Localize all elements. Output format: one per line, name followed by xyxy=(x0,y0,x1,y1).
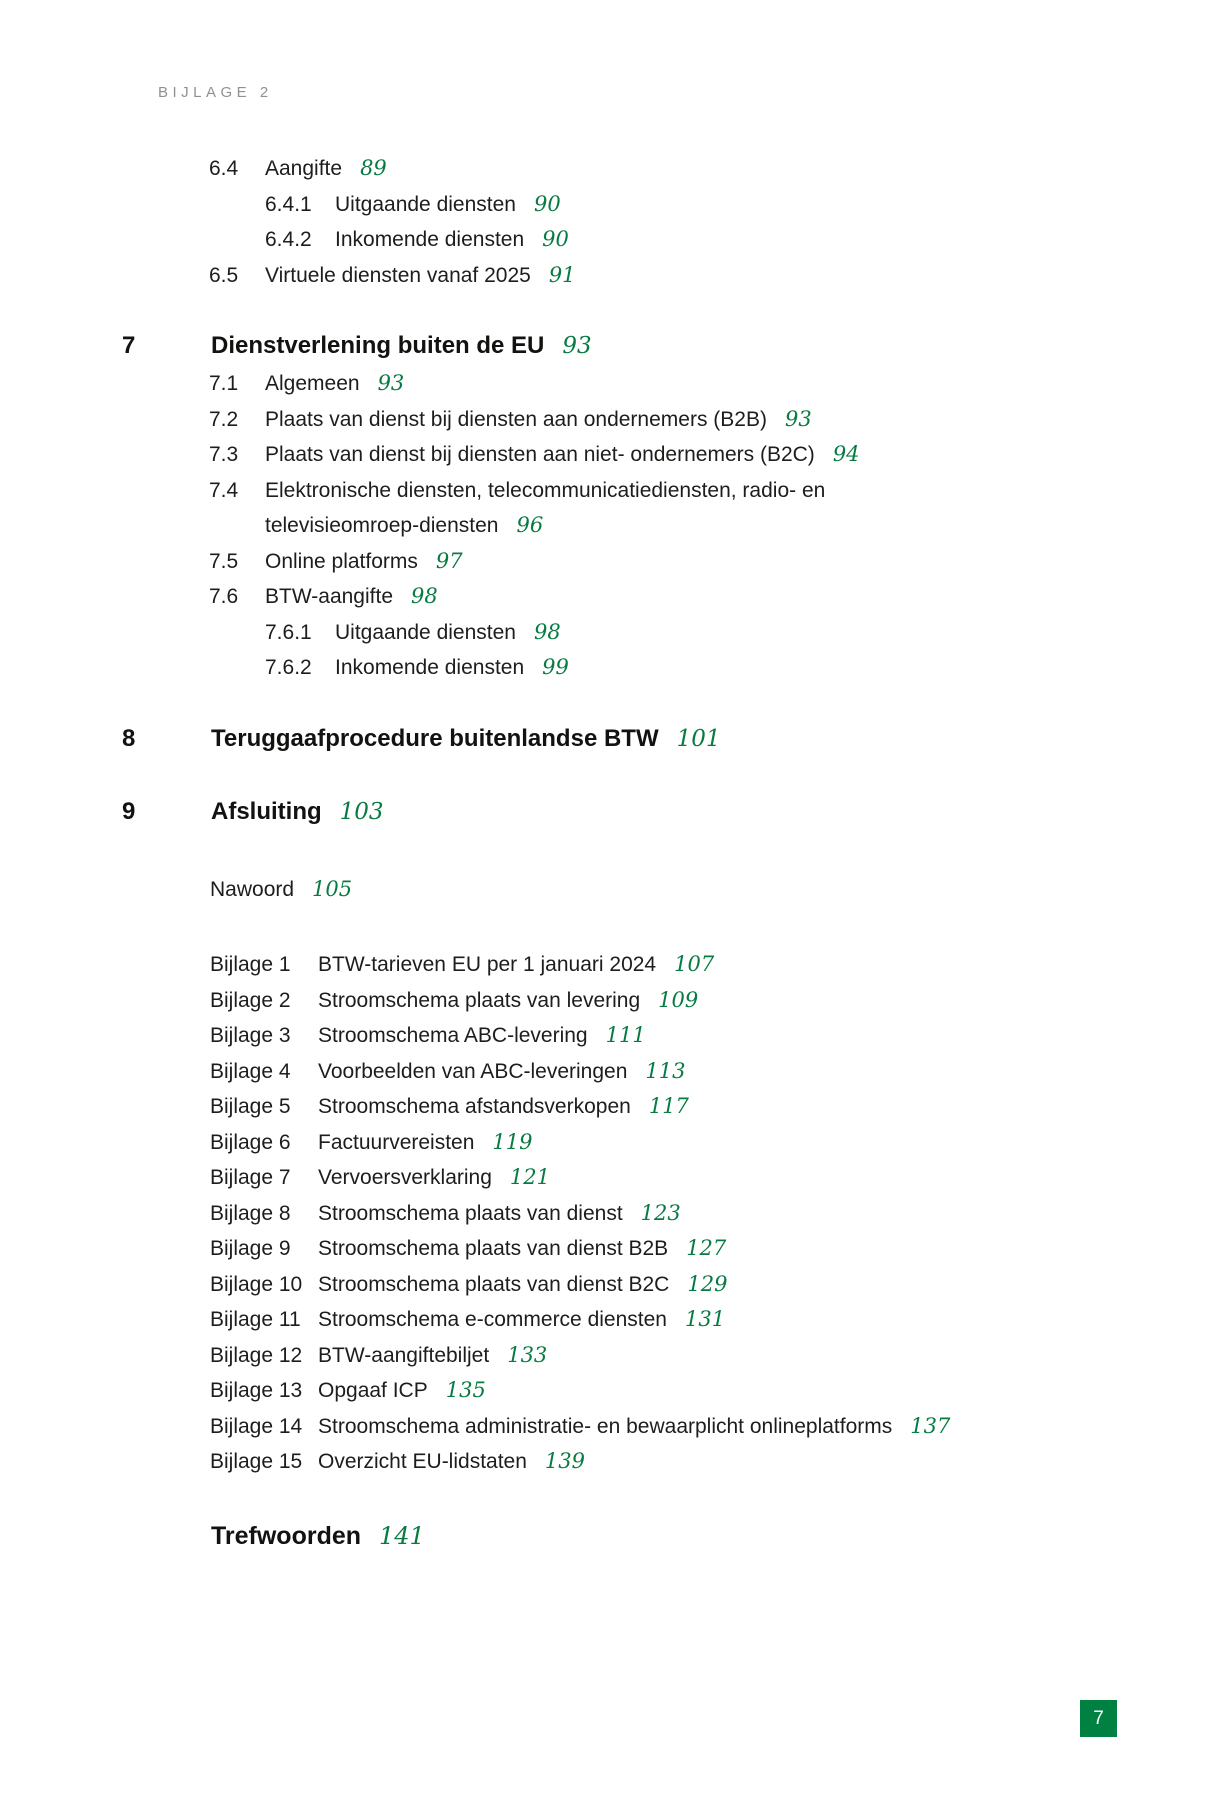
toc-entry-page: 107 xyxy=(674,952,715,976)
toc-entry-title: Stroomschema plaats van dienst xyxy=(318,1201,623,1225)
toc-entry-number: Bijlage 1 xyxy=(210,953,291,976)
toc-entry[interactable] xyxy=(0,1160,1145,1196)
toc-entry-page: 133 xyxy=(507,1342,548,1367)
toc-entry-title: Plaats van dienst bij diensten aan niet- ondernemers (B2C) xyxy=(265,443,815,466)
toc-entry-page: 93 xyxy=(562,333,592,359)
toc-entry-page: 131 xyxy=(684,1307,726,1331)
toc-entry-title: Voorbeelden van ABC-leveringen xyxy=(318,1059,628,1083)
toc-entry[interactable] xyxy=(0,437,1145,473)
page-number: 7 xyxy=(1093,1707,1104,1729)
toc-entry[interactable] xyxy=(0,1516,1145,1556)
toc-entry[interactable] xyxy=(0,1018,1145,1054)
toc-entry[interactable] xyxy=(0,872,1145,908)
toc-entry-number: Bijlage 10 xyxy=(210,1272,303,1296)
toc-entry-title: Stroomschema plaats van dienst B2C xyxy=(318,1272,670,1296)
toc-entry-title: BTW-tarieven EU per 1 januari 2024 xyxy=(318,953,657,976)
toc-entry[interactable] xyxy=(0,258,1145,294)
toc-entry-title: Stroomschema plaats van levering xyxy=(318,988,641,1012)
toc-entry-title: Stroomschema afstandsverkopen xyxy=(318,1095,631,1118)
toc-entry-number: Bijlage 4 xyxy=(210,1059,291,1083)
toc-entry-page: 98 xyxy=(533,619,561,644)
toc-entry-number: 8 xyxy=(122,724,136,752)
toc-entry[interactable] xyxy=(0,650,1145,686)
toc-entry-title: Elektronische diensten, telecommunicatiediensten, radio- en televisieomroep-diensten xyxy=(265,478,826,537)
toc-entry[interactable] xyxy=(0,579,1145,615)
toc-entry-page: 113 xyxy=(645,1058,686,1083)
toc-entry-title: Teruggaafprocedure buitenlandse BTW xyxy=(211,724,659,752)
toc-entry-page: 90 xyxy=(533,191,561,216)
toc-entry-page: 93 xyxy=(377,371,405,395)
toc-entry-title: Uitgaande diensten xyxy=(335,620,516,644)
toc-entry-title: Afsluiting xyxy=(211,797,322,825)
toc-entry-number: 6.4 xyxy=(209,157,239,180)
toc-entry[interactable] xyxy=(0,1125,1145,1161)
toc-entry-page: 117 xyxy=(648,1094,689,1118)
toc-entry-number: Bijlage 3 xyxy=(210,1024,291,1047)
toc-entry-number: 7.6.2 xyxy=(265,656,312,679)
toc-entry[interactable] xyxy=(0,1089,1145,1125)
toc-entry-number: 7.6.1 xyxy=(265,620,312,644)
toc-entry-number: Bijlage 15 xyxy=(210,1450,303,1473)
toc-entry[interactable] xyxy=(0,1231,1145,1267)
toc-entry-title: BTW-aangifte xyxy=(265,585,393,608)
toc-entry-page: 135 xyxy=(445,1378,486,1402)
toc-entry-page: 90 xyxy=(542,227,569,251)
toc-entry[interactable] xyxy=(0,1444,1145,1480)
toc-entry-page: 101 xyxy=(676,725,721,752)
toc-entry-title: Stroomschema administratie- en bewaarplicht onlineplatforms xyxy=(318,1414,893,1438)
toc-entry[interactable] xyxy=(0,1302,1145,1338)
toc-entry-page: 99 xyxy=(542,655,569,679)
toc-entry[interactable] xyxy=(0,326,1145,366)
toc-entry[interactable] xyxy=(0,719,1145,759)
toc-entry-page: 111 xyxy=(605,1023,646,1047)
toc-entry-title: BTW-aangiftebiljet xyxy=(318,1343,490,1367)
toc-entry-page: 119 xyxy=(492,1129,533,1154)
page-number-badge xyxy=(1080,1700,1117,1737)
toc-entry[interactable] xyxy=(0,1373,1145,1409)
toc-entry[interactable] xyxy=(0,1409,1145,1445)
toc-entry-title: Stroomschema e-commerce diensten xyxy=(318,1308,667,1331)
toc-entry-title: Dienstverlening buiten de EU xyxy=(211,332,545,359)
toc-entry-number: 6.5 xyxy=(209,263,239,287)
table-of-contents xyxy=(0,151,1145,1556)
toc-entry-number: Bijlage 14 xyxy=(210,1414,303,1438)
toc-entry-number: Bijlage 9 xyxy=(210,1237,291,1260)
toc-entry[interactable] xyxy=(0,222,1145,258)
toc-entry-number: 7 xyxy=(122,332,136,359)
toc-entry-number: Bijlage 7 xyxy=(210,1166,291,1189)
toc-entry-page: 97 xyxy=(435,548,463,573)
running-head: BIJLAGE 2 xyxy=(158,84,273,101)
toc-entry-title: Opgaaf ICP xyxy=(318,1379,428,1402)
toc-entry-page: 94 xyxy=(832,442,860,466)
toc-entry-title: Inkomende diensten xyxy=(335,656,525,679)
toc-entry[interactable] xyxy=(0,402,1145,438)
toc-entry[interactable] xyxy=(0,1196,1145,1232)
toc-entry-title: Factuurvereisten xyxy=(318,1130,475,1154)
toc-entry-page: 93 xyxy=(784,406,812,431)
toc-entry-title: Online platforms xyxy=(265,549,418,573)
toc-entry-number: 7.1 xyxy=(209,372,239,395)
toc-entry-number: Bijlage 2 xyxy=(210,988,291,1012)
toc-entry-number: Bijlage 13 xyxy=(210,1379,303,1402)
toc-entry-number: 7.5 xyxy=(209,549,239,573)
toc-entry[interactable] xyxy=(0,473,1145,544)
toc-entry-page: 127 xyxy=(686,1236,727,1260)
toc-entry-number: 7.6 xyxy=(209,585,239,608)
toc-entry-page: 89 xyxy=(360,156,387,180)
toc-entry[interactable] xyxy=(0,1267,1145,1303)
toc-entry[interactable] xyxy=(0,366,1145,402)
toc-entry-title: Vervoersverklaring xyxy=(318,1166,492,1189)
toc-entry-page: 98 xyxy=(411,584,438,608)
toc-entry-title: Nawoord xyxy=(210,877,295,901)
toc-entry-title: Overzicht EU-lidstaten xyxy=(318,1450,527,1473)
toc-entry-title: Trefwoorden xyxy=(211,1521,362,1550)
toc-entry-title: Inkomende diensten xyxy=(335,228,525,251)
toc-entry-page: 121 xyxy=(509,1165,550,1189)
toc-entry-title: Virtuele diensten vanaf 2025 xyxy=(265,263,531,287)
toc-entry-number: Bijlage 11 xyxy=(210,1308,301,1331)
toc-entry-title: Aangifte xyxy=(265,157,343,180)
toc-entry-title: Algemeen xyxy=(265,372,360,395)
toc-entry[interactable] xyxy=(0,947,1145,983)
toc-entry-page: 137 xyxy=(910,1413,951,1438)
toc-entry[interactable] xyxy=(0,151,1145,187)
toc-entry-title: Stroomschema plaats van dienst B2B xyxy=(318,1237,669,1260)
toc-entry[interactable] xyxy=(0,792,1145,832)
toc-entry-number: 6.4.2 xyxy=(265,228,312,251)
toc-entry-page: 109 xyxy=(658,987,699,1012)
toc-entry-page: 96 xyxy=(516,513,544,537)
toc-entry-title: Uitgaande diensten xyxy=(335,192,516,216)
toc-entry-number: 7.2 xyxy=(209,407,239,431)
toc-entry-number: 9 xyxy=(122,797,136,825)
toc-entry-number: 7.4 xyxy=(209,478,239,502)
toc-entry[interactable] xyxy=(0,615,1145,651)
toc-entry-page: 141 xyxy=(379,1521,425,1550)
toc-entry-title: Stroomschema ABC-levering xyxy=(318,1024,588,1047)
toc-entry-page: 103 xyxy=(339,798,384,825)
toc-entry-page: 123 xyxy=(640,1200,681,1225)
toc-entry[interactable] xyxy=(0,983,1145,1019)
toc-entry-page: 105 xyxy=(312,876,353,901)
toc-entry-number: Bijlage 5 xyxy=(210,1095,291,1118)
toc-entry-number: 7.3 xyxy=(209,443,239,466)
toc-entry[interactable] xyxy=(0,187,1145,223)
toc-entry-number: 6.4.1 xyxy=(265,192,312,216)
toc-entry-title: Plaats van dienst bij diensten aan ondernemers (B2B) xyxy=(265,407,767,431)
toc-entry[interactable] xyxy=(0,1054,1145,1090)
toc-entry-number: Bijlage 6 xyxy=(210,1130,291,1154)
toc-entry[interactable] xyxy=(0,544,1145,580)
toc-entry[interactable] xyxy=(0,1338,1145,1374)
toc-entry-number: Bijlage 12 xyxy=(210,1343,303,1367)
toc-entry-page: 91 xyxy=(548,262,576,287)
toc-entry-page: 139 xyxy=(544,1449,585,1473)
toc-entry-page: 129 xyxy=(687,1271,728,1296)
toc-entry-number: Bijlage 8 xyxy=(210,1201,291,1225)
